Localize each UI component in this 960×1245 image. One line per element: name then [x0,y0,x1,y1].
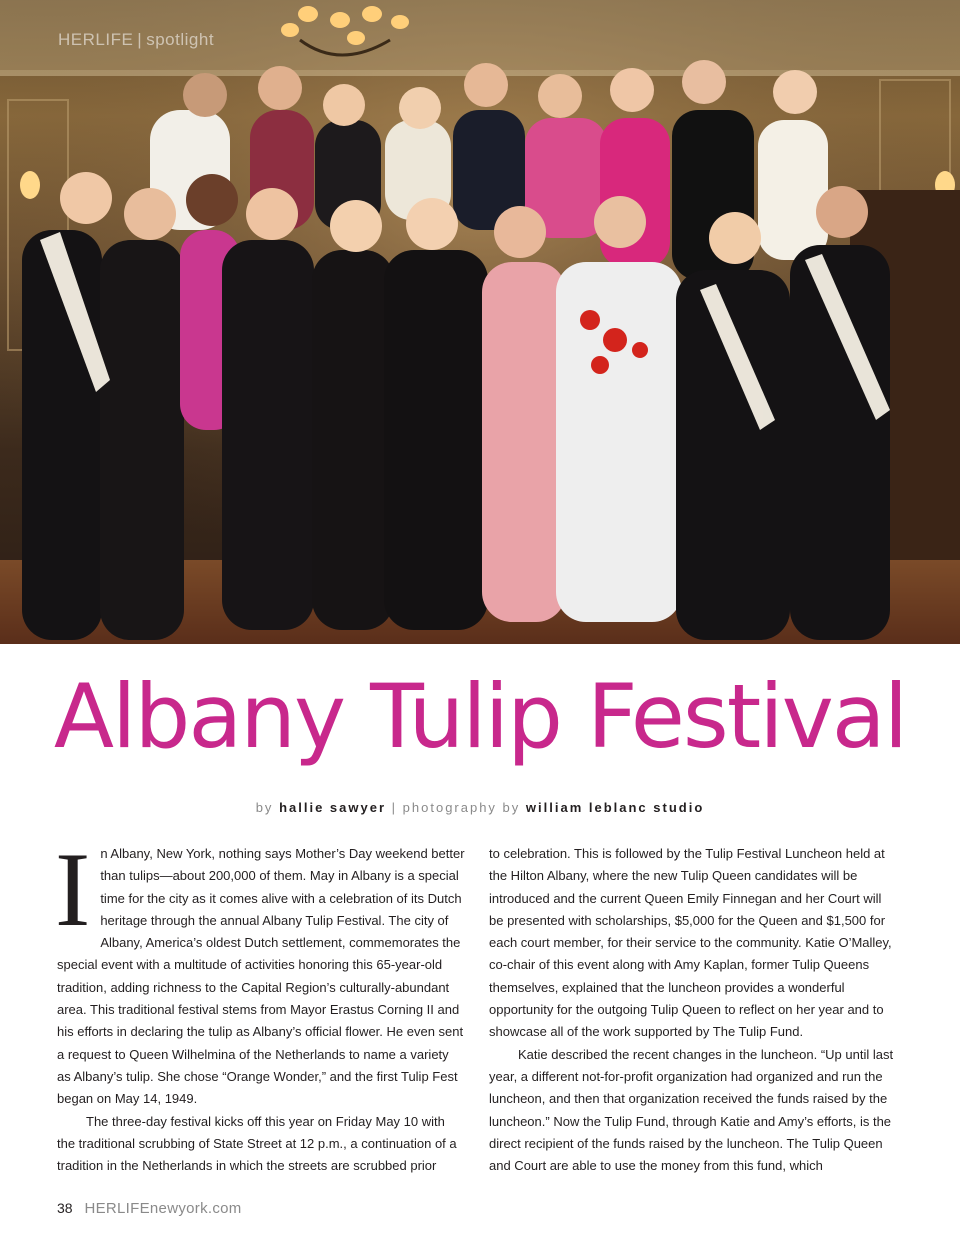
footer-site-link[interactable]: HERLIFEnewyork.com [84,1200,242,1217]
article-paragraph: n Albany, New York, nothing says Mother’s Day weekend better than tulips—about 200,000 of them. May in Albany is a special time for the city as it comes alive with a celebration of its Dutch heritage through the annual Albany Tulip Festival. The city of Albany, America’s oldest Dutch settlement, commemorates the special event with a multitude of activities honoring this 65-year-old tradition, adding richness to the Capital Region’s culturally-abundant area. This traditional festival stems from Mayor Erastus Corning II and his efforts in declaring the tulip as Albany’s official flower. He even sent a request to Queen Wilhelmina of the Netherlands to name a variety as Albany’s tulip. She chose “Orange Wonder,” and the first Tulip Fest began on May 14, 1949. [57,846,465,1107]
drop-cap: I [55,831,91,948]
section-label: spotlight [146,30,215,49]
article-headline: Albany Tulip Festival [53,665,907,768]
section-tag [58,30,214,50]
byline-author: hallie sawyer [279,800,387,815]
article-paragraph: Katie described the recent changes in the luncheon. “Up until last year, a different not-for-profit organization had organized and run the luncheon, and then that organization received the funds raised by the luncheon.” Now the Tulip Fund, through Katie and Amy’s efforts, is the direct recipient of the funds raised by the luncheon. The Tulip Queen and Court are able to use the money from this fund, which [489,1046,894,1174]
section-separator: | [137,30,143,49]
section-brand: HERLIFE [58,30,134,49]
article-paragraph: to celebration. This is followed by the Tulip Festival Luncheon held at the Hilton Albany, where the new Tulip Queen candidates will be introduced and the current Queen Emily Finnegan and her Court will be presented with scholarships, $5,000 for the Queen and $1,500 for each court member, for their service to the community. Katie O’Malley, co-chair of this event along with Amy Kaplan, former Tulip Queens themselves, explained that the luncheon provides a wonderful opportunity for the outgoing Tulip Queen to reflect on her year and to showcase all of the work supported by The Tulip Fund. [489,846,892,1040]
page-footer [57,1200,242,1217]
byline-by: by [255,800,274,815]
article-column-right [489,843,897,1177]
article-column-left [55,831,465,1177]
byline-separator: | [391,800,398,815]
article-paragraph: The three-day festival kicks off this year on Friday May 10 with the traditional scrubbing of State Street at 12 p.m., a continuation of a tradition in the Netherlands in which the streets are scrubbed prior [57,1113,457,1174]
byline-photo-by: photography by [402,800,521,815]
byline-photographer: william leblanc studio [525,800,705,815]
byline [0,800,960,815]
page-number: 38 [57,1200,73,1216]
